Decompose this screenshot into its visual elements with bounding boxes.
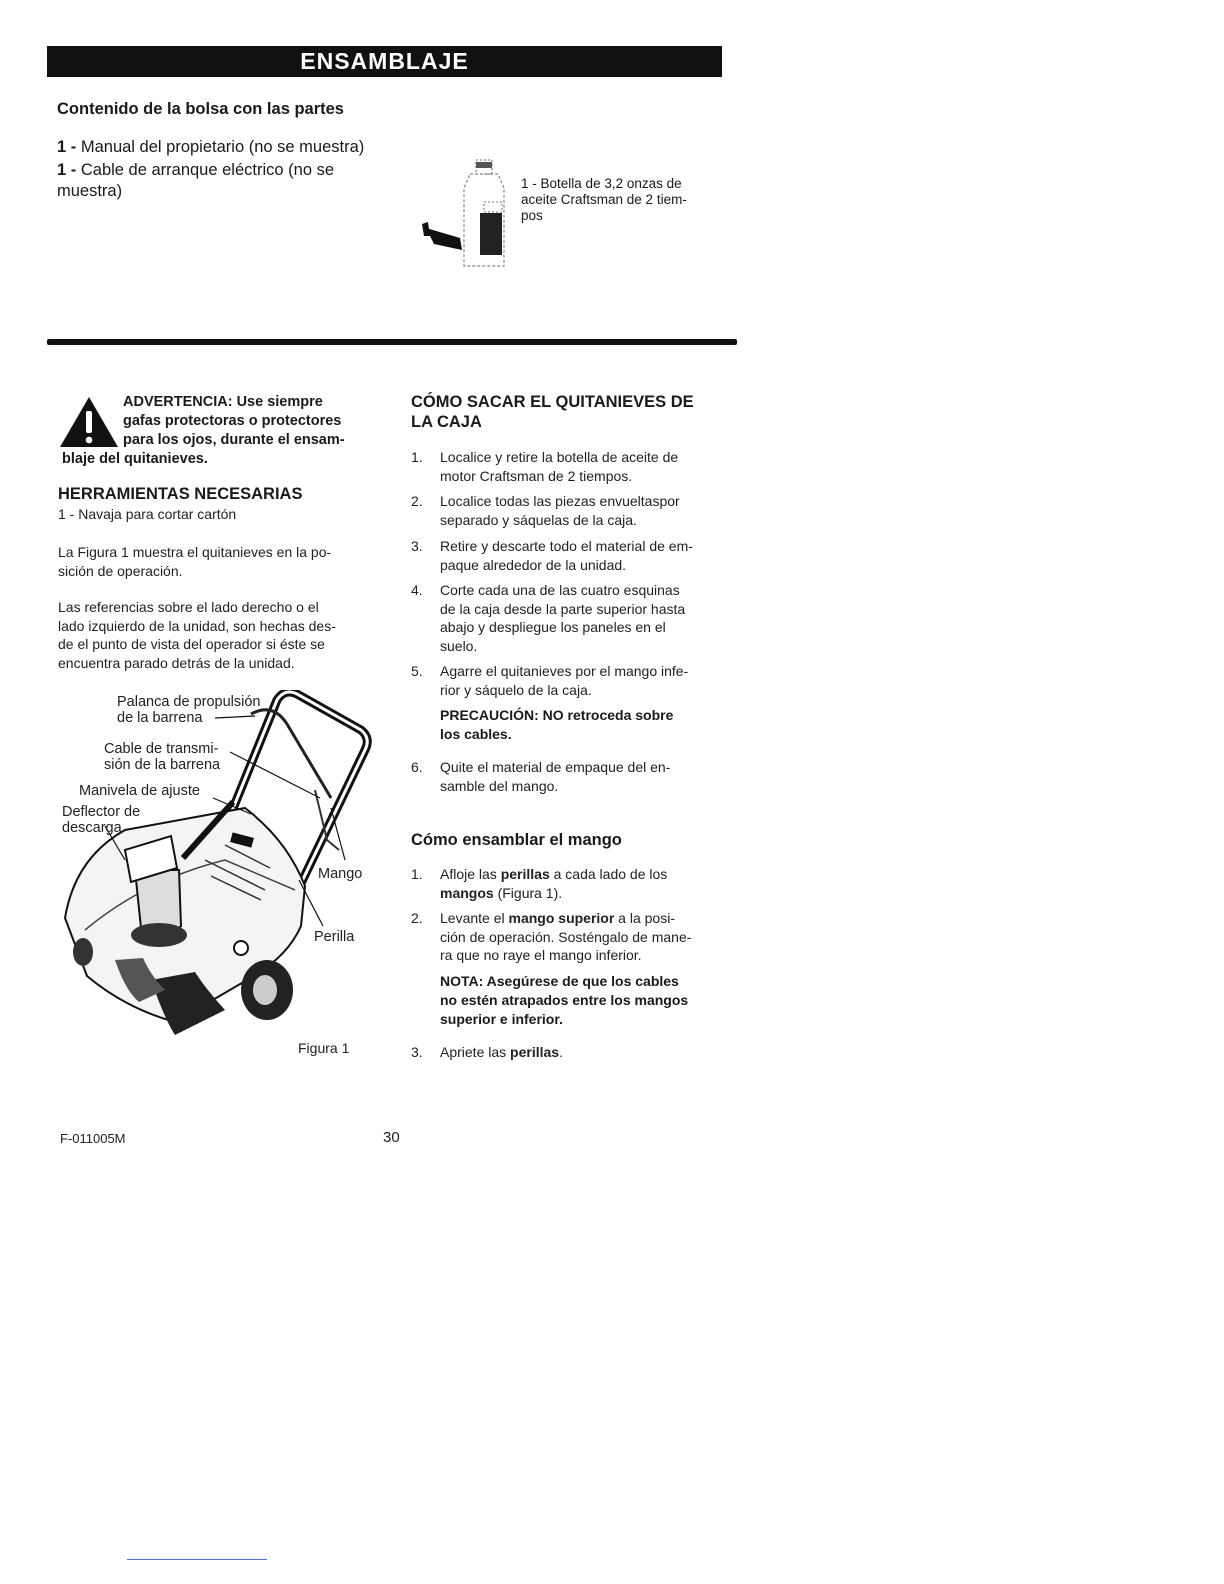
label-auger-lever-line2: de la barrena bbox=[117, 710, 203, 726]
parts-item-qty: 1 - bbox=[57, 161, 77, 179]
step-text: Afloje las bbox=[440, 866, 501, 882]
section-banner: ENSAMBLAJE bbox=[47, 46, 722, 77]
parts-item-text: Cable de arranque eléctrico (no se bbox=[80, 161, 335, 179]
intro-paragraph-1 bbox=[58, 543, 331, 580]
step-number: 1. bbox=[411, 866, 423, 882]
warning-line-3: para los ojos, durante el ensam- bbox=[123, 432, 345, 448]
remove-heading bbox=[411, 392, 731, 432]
caution-line1: PRECAUCIÓN: NO retroceda sobre bbox=[440, 707, 674, 723]
page-number: 30 bbox=[383, 1129, 400, 1146]
step-text: ción de operación. Sosténgalo de mane- bbox=[440, 928, 692, 945]
intro-p2-line1: Las referencias sobre el lado derecho o el bbox=[58, 599, 319, 615]
section-divider bbox=[47, 339, 737, 345]
intro-p2-line3: de el punto de vista del operador si éste se bbox=[58, 636, 325, 652]
step-number: 1. bbox=[411, 449, 423, 465]
intro-p1-line2: sición de operación. bbox=[58, 562, 183, 579]
step-text: a la posi- bbox=[614, 910, 675, 926]
label-deflector-line1: Deflector de bbox=[62, 804, 141, 820]
label-adjust-crank: Manivela de ajuste bbox=[79, 783, 200, 799]
step-bold: mangos bbox=[440, 884, 494, 901]
step-text: Agarre el quitanieves por el mango infe- bbox=[440, 663, 689, 679]
bottle-line3: pos bbox=[521, 208, 543, 223]
warning-line-2: gafas protectoras o protectores bbox=[123, 413, 342, 429]
step-bold: perillas bbox=[510, 1044, 560, 1060]
bottle-line1: Botella de 3,2 onzas de bbox=[540, 176, 682, 191]
step-number: 5. bbox=[411, 663, 423, 679]
step-number: 4. bbox=[411, 582, 423, 598]
list-item bbox=[411, 909, 741, 967]
caution-note bbox=[440, 706, 673, 744]
parts-item-manual bbox=[57, 137, 364, 158]
list-item bbox=[411, 758, 741, 798]
step-text: paque alrededor de la unidad. bbox=[440, 556, 627, 573]
step-bold: perillas bbox=[500, 866, 550, 882]
parts-item-text: Manual del propietario (no se muestra) bbox=[80, 138, 365, 156]
list-item bbox=[411, 448, 741, 488]
parts-title: Contenido de la bolsa con las partes bbox=[57, 100, 344, 118]
step-text: . bbox=[559, 1044, 563, 1060]
step-number: 2. bbox=[411, 910, 423, 926]
note-line3: superior e inferior. bbox=[440, 1011, 563, 1027]
handle-heading: Cómo ensamblar el mango bbox=[411, 831, 622, 849]
step-text: (Figura 1). bbox=[493, 884, 563, 901]
step-text: separado y sáquelas de la caja. bbox=[440, 511, 637, 528]
label-discharge-deflector bbox=[62, 804, 140, 836]
step-text: samble del mango. bbox=[440, 777, 559, 794]
tools-heading: HERRAMIENTAS NECESARIAS bbox=[58, 485, 303, 503]
remove-heading-line1: CÓMO SACAR EL QUITANIEVES DE bbox=[411, 393, 694, 411]
scan-artifact-line bbox=[127, 1559, 267, 1560]
remove-heading-line2: LA CAJA bbox=[411, 413, 482, 431]
note-block bbox=[440, 972, 688, 1029]
step-text: Localice todas las piezas envueltaspor bbox=[440, 493, 680, 509]
step-text: Quite el material de empaque del en- bbox=[440, 759, 671, 775]
step-number: 3. bbox=[411, 1044, 423, 1060]
step-text: Localice y retire la botella de aceite de bbox=[440, 449, 679, 465]
note-line2: no estén atrapados entre los mangos bbox=[440, 992, 689, 1008]
step-text: a cada lado de los bbox=[549, 866, 668, 882]
intro-p1-line1: La Figura 1 muestra el quitanieves en la po- bbox=[58, 544, 332, 560]
label-knob: Perilla bbox=[314, 929, 355, 945]
step-text: motor Craftsman de 2 tiempos. bbox=[440, 467, 633, 484]
intro-paragraph-2 bbox=[58, 598, 336, 672]
step-text: rior y sáquelo de la caja. bbox=[440, 681, 592, 698]
tools-item: 1 - Navaja para cortar cartón bbox=[58, 506, 237, 522]
bottle-line2: aceite Craftsman de 2 tiem- bbox=[521, 192, 687, 207]
step-number: 6. bbox=[411, 759, 423, 775]
parts-item-qty: 1 - bbox=[57, 138, 77, 156]
step-text: ra que no raye el mango inferior. bbox=[440, 947, 642, 963]
bottle-caption bbox=[521, 176, 731, 224]
step-text: Retire y descarte todo el material de em- bbox=[440, 538, 693, 554]
step-text: suelo. bbox=[440, 637, 478, 654]
step-text: Apriete las bbox=[440, 1044, 511, 1060]
step-text: abajo y despliegue los paneles en el bbox=[440, 619, 666, 635]
list-item bbox=[411, 865, 741, 905]
label-deflector-line2: descarga bbox=[62, 820, 122, 836]
label-auger-cable bbox=[104, 741, 220, 773]
step-text: de la caja desde la parte superior hasta bbox=[440, 600, 686, 617]
list-item bbox=[411, 662, 741, 702]
step-bold: mango superior bbox=[508, 910, 615, 926]
label-auger-cable-line2: sión de la barrena bbox=[104, 757, 221, 773]
warning-line-4: blaje del quitanieves. bbox=[62, 451, 208, 467]
warning-triangle-icon bbox=[58, 395, 120, 449]
list-item bbox=[411, 492, 741, 532]
list-item bbox=[411, 537, 741, 577]
bottle-qty: 1 - bbox=[521, 176, 537, 191]
warning-line-1: ADVERTENCIA: Use siempre bbox=[123, 394, 323, 410]
note-line1: NOTA: Asegúrese de que los cables bbox=[440, 973, 679, 989]
label-auger-lever bbox=[117, 694, 261, 726]
parts-item-cable bbox=[57, 160, 387, 202]
step-text: Corte cada una de las cuatro esquinas bbox=[440, 582, 680, 598]
list-item bbox=[411, 1043, 741, 1065]
step-text: Levante el bbox=[440, 910, 509, 926]
figure-caption: Figura 1 bbox=[298, 1040, 350, 1056]
document-code: F-011005M bbox=[60, 1131, 126, 1146]
intro-p2-line2: lado izquierdo de la unidad, son hechas des- bbox=[58, 617, 336, 634]
caution-line2: los cables. bbox=[440, 726, 512, 742]
label-auger-cable-line1: Cable de transmi- bbox=[104, 741, 219, 757]
label-auger-lever-line1: Palanca de propulsión bbox=[117, 694, 261, 710]
parts-item-text-cont: muestra) bbox=[57, 182, 123, 200]
intro-p2-line4: encuentra parado detrás de la unidad. bbox=[58, 654, 295, 671]
label-handle: Mango bbox=[318, 866, 363, 882]
step-number: 3. bbox=[411, 538, 423, 554]
oil-bottle-illustration bbox=[420, 158, 520, 273]
list-item bbox=[411, 581, 741, 657]
step-number: 2. bbox=[411, 493, 423, 509]
